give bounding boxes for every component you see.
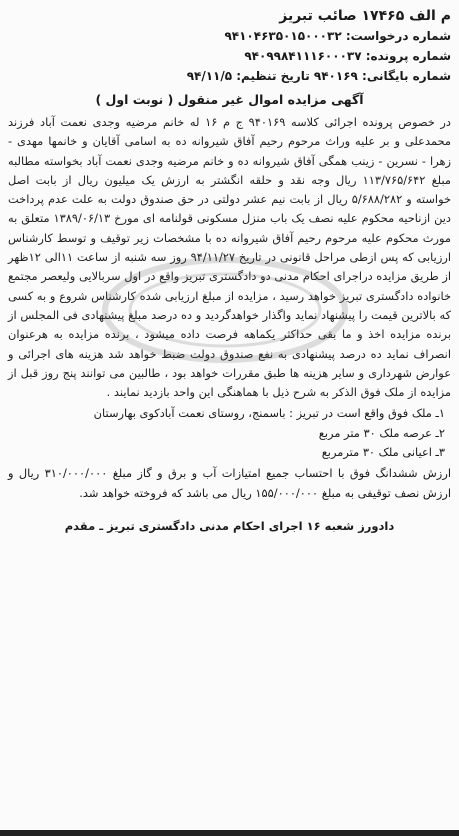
case-number: شماره پرونده: ۹۴۰۹۹۸۴۱۱۱۶۰۰۰۳۷ <box>244 49 451 63</box>
valuation-paragraph: ارزش ششدانگ فوق با احتساب جمیع امتیازات آب و برق و گاز مبلغ ۳۱۰/۰۰۰/۰۰۰ ریال و ارزش نصف توقیفی به مبلغ ۱۵۵/۰۰۰/۰۰۰ ریال می باشد که فروخته خواهد شد. <box>8 466 451 500</box>
property-item: ۱ـ ملک فوق واقع است در تبریز : باسمنج، روستای نعمت آبادکوی بهارستان <box>93 406 445 421</box>
property-list <box>8 404 451 462</box>
property-item: ۳ـ اعیانی ملک ۳۰ مترمربع <box>321 445 445 460</box>
signature-line: دادورز شعبه ۱۶ اجرای احکام مدنی دادگستری تبریز ـ مقدم <box>64 518 395 533</box>
property-item: ۲ـ عرصه ملک ۳۰ متر مربع <box>318 425 445 440</box>
notice-reference: م الف ۱۷۴۶۵ صائب تبریز <box>279 8 451 24</box>
header-block <box>8 6 451 86</box>
bottom-edge <box>0 830 459 836</box>
request-number: شماره درخواست: ۹۴۱۰۴۶۳۵۰۱۵۰۰۰۳۲ <box>224 29 451 43</box>
notice-title: آگهی مزایده اموال غیر منقول ( نوبت اول ) <box>95 92 364 107</box>
notice-body: در خصوص پرونده اجرائی کلاسه ۹۴۰۱۶۹ ج م ۱۶ له خانم مرضیه وجدی نعمت آباد فرزند محمدعلی و بر علیه وراث مرحوم رحیم آفاق شیروانه ده به اسامی آقایان و خانمها مهدی - زهرا - نسرین - زینب همگی آفاق شیروانه ده و خانم مرضیه وجدی نعمت آباد بخواسته مطالبه مبلغ ۱۱۳/۷۶۵/۶۴۲ ریال وجه نقد و حلقه انگشتر به ارزش یک میلیون ریال از بابت اصل خواسته و ۵/۶۸۸/۲۸۲ ریال از بابت نیم عشر دولتی در حق صندوق دولت به علت عدم پرداخت دین ازناحیه محکوم علیه نصف یک باب منزل مسکونی قولنامه ای مورخ ۱۳۸۹/۰۶/۱۳ متعلق به مورث محکوم علیه مرحوم رحیم آفاق شیروانه ده با مشخصات زیر توقیف و توسط کارشناس ارزیابی که پس ازطی مراحل قانونی در تاریخ ۹۴/۱۱/۲۷ روز سه شنبه از ساعت ۱۱الی ۱۲ظهر از طریق مزایده دراجرای احکام مدنی دو دادگستری تبریز واقع در اول سربالایی ولیعصر مجتمع خانواده دادگستری تبریز خواهد رسید ، مزایده از مبلغ ارزیابی شده کارشناس شروع و به کسی که بالاترین قیمت را پیشنهاد نماید واگذار خواهدگردید و ده درصد مبلغ پیشنهادی فی المجلس از برنده مزایده اخذ و ما بقی حداکثر یکماهه فرصت داده میشود ، برنده مزایده به هرعنوان انصراف نماید ده درصد پیشنهادی به نفع صندوق دولت ضبط خواهد شد هزینه های اجرائی و عوارض شهرداری و سایر هزینه ها طبق مقررات خواهد بود ، طالبین می توانند پنج روز قبل از مزایده از ملک فوق الذکر به شرح ذیل با هماهنگی این واحد بازدید نمایند . <box>8 115 452 400</box>
archive-number: شماره بایگانی: ۹۴۰۱۶۹ تاریخ تنظیم: ۹۴/۱۱/۵ <box>186 69 451 83</box>
